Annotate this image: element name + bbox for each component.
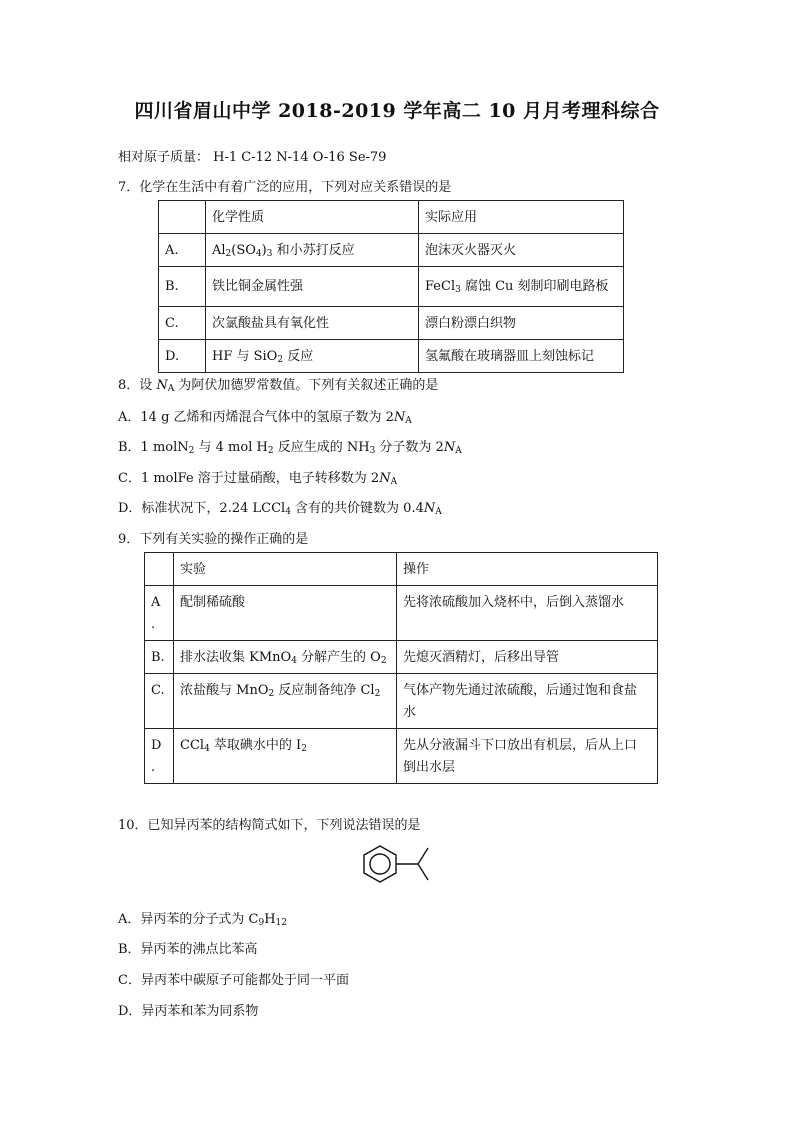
q8-option-a: A．14 g 乙烯和丙烯混合气体中的氢原子数为 $2N_A$ — [118, 410, 412, 426]
option-label: A . — [145, 586, 174, 641]
q8-option-c: C．1 molFe 溶于过量硝酸，电子转移数为 $2N_A$ — [118, 471, 398, 487]
table-cell — [159, 201, 206, 234]
bond-ch-to-methyl-up — [418, 848, 428, 864]
q10-stem: 10．已知异丙苯的结构简式如下，下列说法错误的是 — [118, 818, 421, 833]
table-cell: 次氯酸盐具有氧化性 — [206, 307, 419, 340]
option-label: D . — [145, 729, 174, 784]
option-label: C. — [145, 674, 174, 729]
table-row — [145, 641, 658, 674]
isopropylbenzene-structure — [352, 840, 442, 890]
table-cell: 先熄灭酒精灯，后移出导管 — [397, 641, 658, 674]
table-cell: 铁比铜金属性强 — [206, 267, 419, 307]
table-cell: 排水法收集 KMnO$_4$ 分解产生的 $O_2$ — [174, 641, 397, 674]
q7-stem: 7．化学在生活中有着广泛的应用，下列对应关系错误的是 — [118, 180, 452, 195]
table-header-cell: 化学性质 — [206, 201, 419, 234]
q8-option-b: B．1 molN$_2$ 与 4 mol $H_2$ 反应生成的 $NH_3$ 分子数为 $2N_A$ — [118, 440, 462, 456]
table-header-cell: 实际应用 — [419, 201, 624, 234]
table-row — [159, 267, 624, 307]
option-label: B. — [145, 641, 174, 674]
table-row — [145, 674, 658, 729]
q10-option-a: A．异丙苯的分子式为 $C_9H_{12}$ — [118, 912, 287, 928]
bond-ch-to-methyl-down — [418, 864, 428, 880]
q9-stem: 9．下列有关实验的操作正确的是 — [118, 532, 309, 547]
table-row — [159, 307, 624, 340]
table-row — [159, 201, 624, 234]
q10-option-c: C．异丙苯中碳原子可能都处于同一平面 — [118, 973, 349, 988]
table-cell: 气体产物先通过浓硫酸，后通过饱和食盐 水 — [397, 674, 658, 729]
option-label: C. — [159, 307, 206, 340]
q7-table — [158, 200, 624, 373]
table-cell: FeCl$_3$ 腐蚀 Cu 刻制印刷电路板 — [419, 267, 624, 307]
table-cell: 配制稀硫酸 — [174, 586, 397, 641]
table-row — [145, 586, 658, 641]
table-row — [159, 234, 624, 267]
q9-table — [144, 552, 658, 784]
table-row — [145, 729, 658, 784]
table-cell: 氢氟酸在玻璃器皿上刻蚀标记 — [419, 340, 624, 373]
aromatic-circle — [370, 854, 390, 874]
table-cell — [145, 553, 174, 586]
table-header-cell: 实验 — [174, 553, 397, 586]
table-cell: CCl$_4$ 萃取碘水中的 $I_2$ — [174, 729, 397, 784]
table-cell: 浓盐酸与 MnO$_2$ 反应制备纯净 $Cl_2$ — [174, 674, 397, 729]
option-label: A. — [159, 234, 206, 267]
table-cell: 泡沫灭火器灭火 — [419, 234, 624, 267]
q10-option-b: B．异丙苯的沸点比苯高 — [118, 942, 258, 957]
q10-option-d: D．异丙苯和苯为同系物 — [118, 1004, 259, 1019]
table-header-cell: 操作 — [397, 553, 658, 586]
q8-stem: 8．设 $N_A$ 为阿伏加德罗常数值。下列有关叙述正确的是 — [118, 378, 439, 394]
table-cell: 先将浓硫酸加入烧杯中，后倒入蒸馏水 — [397, 586, 658, 641]
table-cell: 漂白粉漂白织物 — [419, 307, 624, 340]
option-label: D. — [159, 340, 206, 373]
table-cell: $Al_2(SO_4)_3$ 和小苏打反应 — [206, 234, 419, 267]
option-label: B. — [159, 267, 206, 307]
table-cell: HF 与 SiO$_2$ 反应 — [206, 340, 419, 373]
benzene-ring — [364, 846, 396, 882]
table-cell: 先从分液漏斗下口放出有机层，后从上口 倒出水层 — [397, 729, 658, 784]
atomic-mass-line: 相对原子质量： H-1 C-12 N-14 O-16 Se-79 — [118, 150, 387, 165]
page-title: 四川省眉山中学 2018-2019 学年高二 10 月月考理科综合 — [134, 100, 660, 122]
q8-option-d: D．标准状况下，2.24 LCCl$_4$ 含有的共价键数为 $0.4N_A$ — [118, 501, 442, 517]
table-row — [159, 340, 624, 373]
table-row — [145, 553, 658, 586]
